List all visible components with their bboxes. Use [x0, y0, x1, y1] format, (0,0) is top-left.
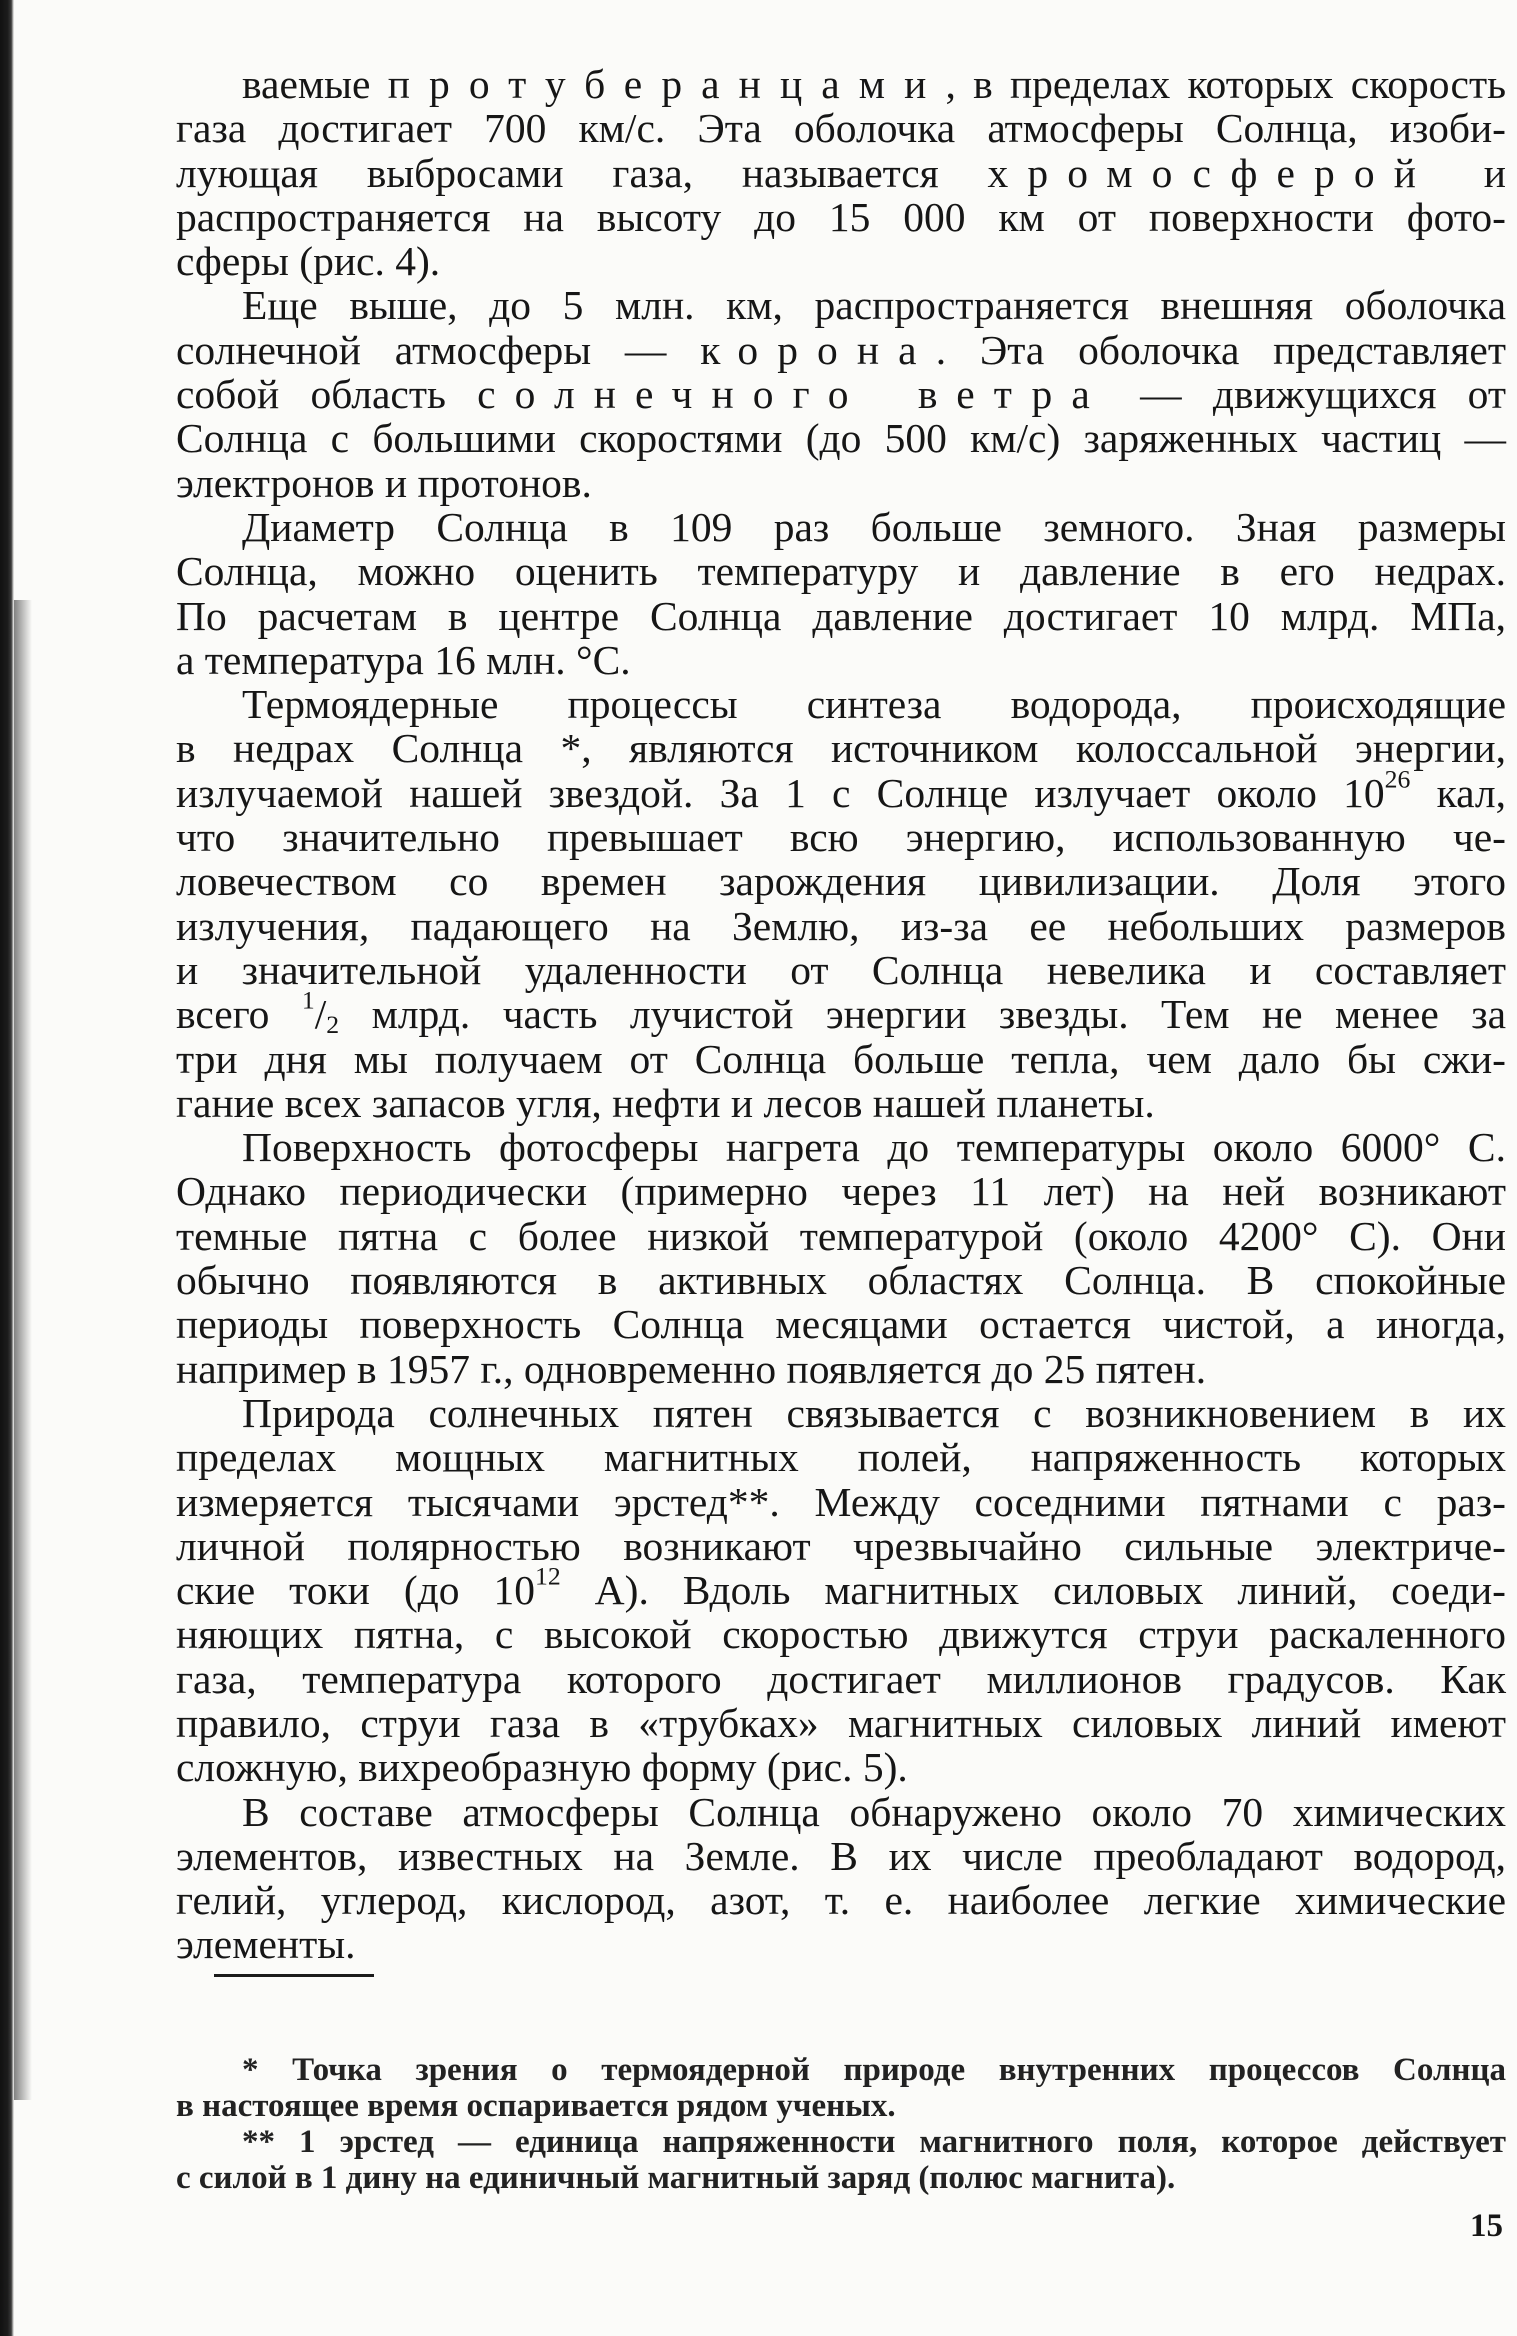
text-run: лующая выбросами газа, называется — [176, 149, 988, 196]
paragraph-7-line-4 — [176, 1922, 1506, 1966]
text-run: пределах мощных магнитных полей, напряженность которых — [176, 1434, 1506, 1481]
paragraph-5-line-5 — [176, 1302, 1506, 1346]
text-run: ваемые — [242, 61, 388, 107]
paragraph-2-line-5 — [176, 461, 1506, 505]
paragraph-6-line-7 — [176, 1657, 1506, 1701]
text-run: электронов и протонов. — [176, 459, 592, 506]
paragraph-4-line-8 — [176, 985, 1507, 1040]
text-run: Термоядерные процессы синтеза водорода, происходящие — [242, 681, 1506, 728]
footnote-2-line-1 — [176, 2126, 1506, 2162]
paragraph-5-line-3 — [176, 1214, 1506, 1258]
text-run: Поверхность фотосферы нагрета до температуры около 6000° С. — [242, 1124, 1506, 1171]
text-run: например в 1957 г., одновременно появляется до 25 пятен. — [176, 1345, 1207, 1392]
paragraph-4-line-1 — [176, 682, 1506, 726]
spaced-term: солнечного ветра — [477, 371, 1109, 418]
text-run: три дня мы получаем от Солнца больше тепла, чем дало бы сжи- — [176, 1035, 1506, 1082]
text-run: всего — [176, 991, 302, 1038]
paragraph-6-line-4 — [176, 1524, 1506, 1568]
text-run: личной полярностью возникают чрезвычайно сильные электриче- — [176, 1522, 1506, 1569]
text-run: с силой в 1 дину на единичный магнитный заряд (полюс магнита). — [176, 2160, 1176, 2196]
page-number: 15 — [1470, 2208, 1503, 2244]
text-run: распространяется на высоту до 15 000 км от поверхности фото- — [176, 193, 1506, 240]
text-run: Природа солнечных пятен связывается с возникновением в их — [242, 1389, 1506, 1436]
text-run: периоды поверхность Солнца месяцами остается чистой, а иногда, — [176, 1301, 1506, 1348]
text-run: правило, струи газа в «трубках» магнитных силовых линий имеют — [176, 1699, 1506, 1746]
text-run: а температура 16 млн. °С. — [176, 636, 631, 683]
text-run: , в пределах которых скорость — [945, 61, 1507, 107]
text-run: сферы (рис. 4). — [176, 238, 441, 285]
subscript: 2 — [326, 1010, 340, 1040]
text-run: А). Вдоль магнитных силовых линий, соеди- — [560, 1567, 1506, 1614]
paragraph-1-line-4 — [176, 195, 1506, 239]
paragraph-2-line-2 — [176, 328, 1506, 372]
spaced-term: корона — [700, 326, 936, 373]
text-run: излучения, падающего на Землю, из-за ее небольших размеров — [176, 902, 1506, 949]
paragraph-7-line-2 — [176, 1834, 1506, 1878]
paragraph-6-line-1 — [176, 1391, 1506, 1435]
paragraph-6-line-9 — [176, 1745, 1506, 1789]
paragraph-6-line-8 — [176, 1701, 1506, 1745]
paragraph-5-line-4 — [176, 1258, 1506, 1302]
text-run: ловечеством со времен зарождения цивилизации. Доля этого — [176, 858, 1506, 905]
paragraph-6-line-6 — [176, 1612, 1506, 1656]
paragraph-4-line-7 — [176, 948, 1506, 992]
paragraph-2-line-1 — [176, 283, 1506, 327]
superscript: 12 — [535, 1561, 561, 1591]
text-run: . Эта оболочка представляет — [935, 326, 1506, 373]
text-run: ские токи (до 10 — [176, 1567, 535, 1614]
paragraph-7-line-1 — [176, 1790, 1506, 1834]
paragraph-3-line-1 — [176, 505, 1506, 549]
footnotes — [176, 2054, 1506, 2198]
paragraph-4-line-3 — [176, 764, 1507, 816]
text-run: гание всех запасов угля, нефти и лесов нашей планеты. — [176, 1079, 1155, 1126]
scan-shadow — [0, 0, 14, 2336]
paragraph-4-line-5 — [176, 859, 1506, 903]
paragraph-6-line-2 — [176, 1435, 1506, 1479]
text-run: млрд. часть лучистой энергии звезды. Тем не менее за — [339, 991, 1507, 1038]
footnote-1-line-2 — [176, 2090, 1506, 2126]
text-run: излучаемой нашей звездой. За 1 с Солнце излучает около 10 — [176, 769, 1385, 816]
paragraph-2-line-3 — [176, 372, 1506, 416]
text-run: что значительно превышает всю энергию, использованную че- — [176, 814, 1506, 861]
paragraph-6-line-3 — [176, 1480, 1506, 1524]
paragraph-3-line-2 — [176, 549, 1506, 593]
spaced-term: хромосферой — [987, 149, 1435, 196]
footnote-1-line-1 — [176, 2054, 1506, 2090]
spaced-term: протуберанцами — [387, 61, 946, 107]
text-run: / — [314, 991, 327, 1038]
text-run: газа достигает 700 км/с. Эта оболочка атмосферы Солнца, изоби- — [176, 105, 1506, 152]
paragraph-4-line-10 — [176, 1081, 1506, 1125]
text-run: * Точка зрения о термоядерной природе внутренних процессов Солнца — [242, 2052, 1506, 2088]
paragraph-3-line-3 — [176, 594, 1506, 638]
text-run: гелий, углерод, кислород, азот, т. е. наиболее легкие химические — [176, 1877, 1506, 1924]
paragraph-4-line-2 — [176, 726, 1506, 770]
scan-shadow-inner — [14, 600, 32, 2100]
paragraph-3-line-4 — [176, 638, 1506, 682]
footnote-2-line-2 — [176, 2162, 1506, 2198]
text-run: Однако периодически (примерно через 11 лет) на ней возникают — [176, 1168, 1506, 1215]
text-run: Еще выше, до 5 млн. км, распространяется внешняя оболочка — [242, 282, 1506, 329]
text-run: солнечной атмосферы — — [176, 326, 701, 373]
paragraph-1-line-2 — [176, 106, 1506, 150]
text-run: По расчетам в центре Солнца давление достигает 10 млрд. МПа, — [176, 592, 1506, 639]
superscript: 26 — [1384, 764, 1411, 794]
text-run: Солнца, можно оценить температуру и давление в его недрах. — [176, 548, 1506, 595]
paragraph-5-line-2 — [176, 1169, 1506, 1213]
paragraph-1-line-1 — [176, 62, 1506, 106]
paragraph-5-line-1 — [176, 1125, 1506, 1169]
text-run: Солнца с большими скоростями (до 500 км/с) заряженных частиц — — [176, 415, 1506, 462]
text-run: собой область — [176, 371, 478, 418]
text-run: сложную, вихреобразную форму (рис. 5). — [176, 1744, 908, 1791]
paragraph-5-line-6 — [176, 1347, 1506, 1391]
text-run: ** 1 эрстед — единица напряженности магнитного поля, которое действует — [242, 2124, 1506, 2160]
paragraph-6-line-5 — [176, 1561, 1506, 1614]
text-run: — движущихся от — [1108, 371, 1506, 418]
text-run: темные пятна с более низкой температурой (около 4200° С). Они — [176, 1212, 1506, 1259]
text-run: и значительной удаленности от Солнца невелика и составляет — [176, 946, 1506, 993]
paragraph-1-line-5 — [176, 239, 1506, 283]
text-run: няющих пятна, с высокой скоростью движутся струи раскаленного — [176, 1611, 1506, 1658]
paragraph-7-line-3 — [176, 1878, 1506, 1922]
text-run: кал, — [1410, 769, 1507, 816]
text-run: элементы. — [176, 1921, 356, 1968]
footnote-rule — [214, 1974, 374, 1977]
main-text — [176, 62, 1506, 1967]
text-run: и — [1435, 149, 1506, 196]
text-run: элементов, известных на Земле. В их числе преобладают водород, — [176, 1832, 1506, 1879]
paragraph-4-line-9 — [176, 1037, 1506, 1081]
text-run: В составе атмосферы Солнца обнаружено около 70 химических — [242, 1788, 1506, 1835]
paragraph-4-line-4 — [176, 815, 1506, 859]
superscript: 1 — [301, 985, 315, 1015]
text-run: измеряется тысячами эрстед**. Между соседними пятнами с раз- — [176, 1478, 1506, 1525]
paragraph-1-line-3 — [176, 151, 1506, 195]
paragraph-2-line-4 — [176, 416, 1506, 460]
text-run: Диаметр Солнца в 109 раз больше земного. Зная размеры — [242, 503, 1506, 550]
text-run: в настоящее время оспаривается рядом ученых. — [176, 2088, 896, 2124]
text-run: в недрах Солнца *, являются источником колоссальной энергии, — [176, 725, 1506, 772]
paragraph-4-line-6 — [176, 904, 1506, 948]
text-run: газа, температура которого достигает миллионов градусов. Как — [176, 1655, 1506, 1702]
text-run: обычно появляются в активных областях Солнца. В спокойные — [176, 1257, 1506, 1304]
